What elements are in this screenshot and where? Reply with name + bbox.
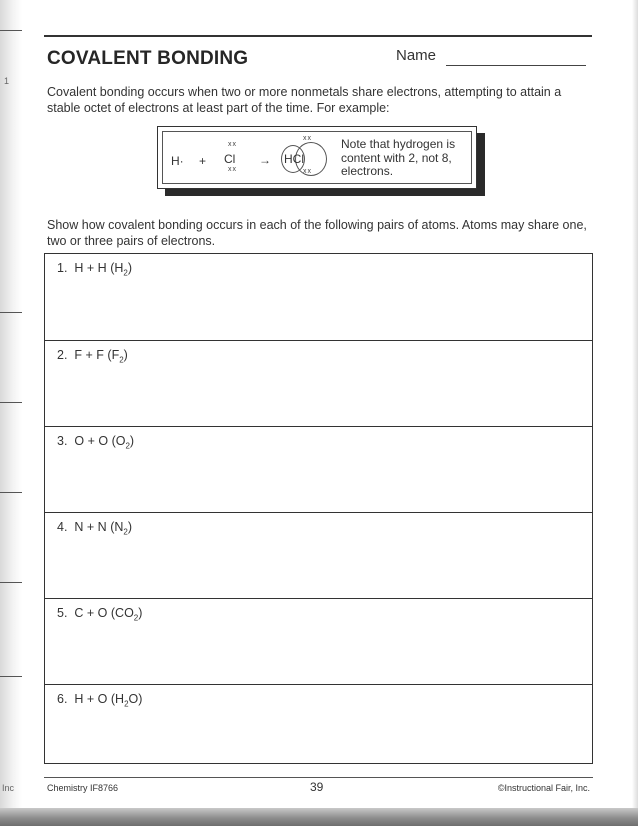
edge-mark: Inc: [2, 783, 15, 793]
answer-box-2[interactable]: [45, 340, 592, 426]
problem-label-3: 3. O + O $(O_2)$: [57, 434, 135, 451]
hcl-molecule: HCl: [284, 152, 304, 166]
plus-sign: +: [199, 154, 207, 168]
answer-box-3[interactable]: [45, 426, 592, 512]
problem-label-4: 4. N + N $(N_2)$: [57, 520, 133, 537]
footer-publication: Chemistry IF8766: [47, 783, 119, 793]
footer-rule: [44, 777, 593, 778]
problem-label-5: 5. C + O $(CO_2)$: [57, 606, 143, 623]
name-label: Name: [396, 47, 437, 64]
instructions-paragraph: Show how covalent bonding occurs in each of the following pairs of atoms. Atoms may share one, two or three pairs of electrons.: [47, 218, 587, 248]
h-atom: H·: [171, 154, 184, 168]
example-note: Note that hydrogen is content with 2, not 8, electrons.: [341, 137, 456, 178]
page-edge-left: [0, 0, 22, 826]
footer-copyright: ©Instructional Fair, Inc.: [497, 783, 590, 793]
answer-box-5[interactable]: [45, 598, 592, 684]
page-number: 39: [310, 780, 324, 794]
problem-label-2: 2. F + F $(F_2)$: [57, 348, 128, 365]
page-title: COVALENT BONDING: [47, 48, 249, 69]
problem-label-1: 1. H + H $(H_2)$: [57, 261, 133, 278]
page-edge-right: [632, 0, 638, 826]
problem-label-6: 6. H + O $(H_2O)$: [57, 692, 143, 709]
header-rule: [44, 35, 592, 37]
electron-marks: xx: [228, 166, 237, 173]
answer-box-6[interactable]: [45, 684, 592, 762]
electron-marks: xx: [228, 141, 237, 148]
problem-grid: [44, 253, 593, 764]
example-box: [157, 126, 477, 189]
answer-box-1[interactable]: [45, 254, 592, 340]
answer-box-4[interactable]: [45, 512, 592, 598]
electron-marks: xx: [303, 168, 312, 175]
cl-atom: Cl: [224, 152, 236, 166]
intro-paragraph: Covalent bonding occurs when two or more nonmetals share electrons, attempting to attain a stable octet of electrons at least part of the time. For example:: [47, 85, 562, 115]
name-field[interactable]: [446, 65, 586, 66]
electron-marks: xx: [303, 135, 312, 142]
page-edge-bottom: [0, 808, 638, 826]
arrow-icon: →: [259, 153, 271, 167]
edge-mark: 1: [4, 76, 10, 86]
